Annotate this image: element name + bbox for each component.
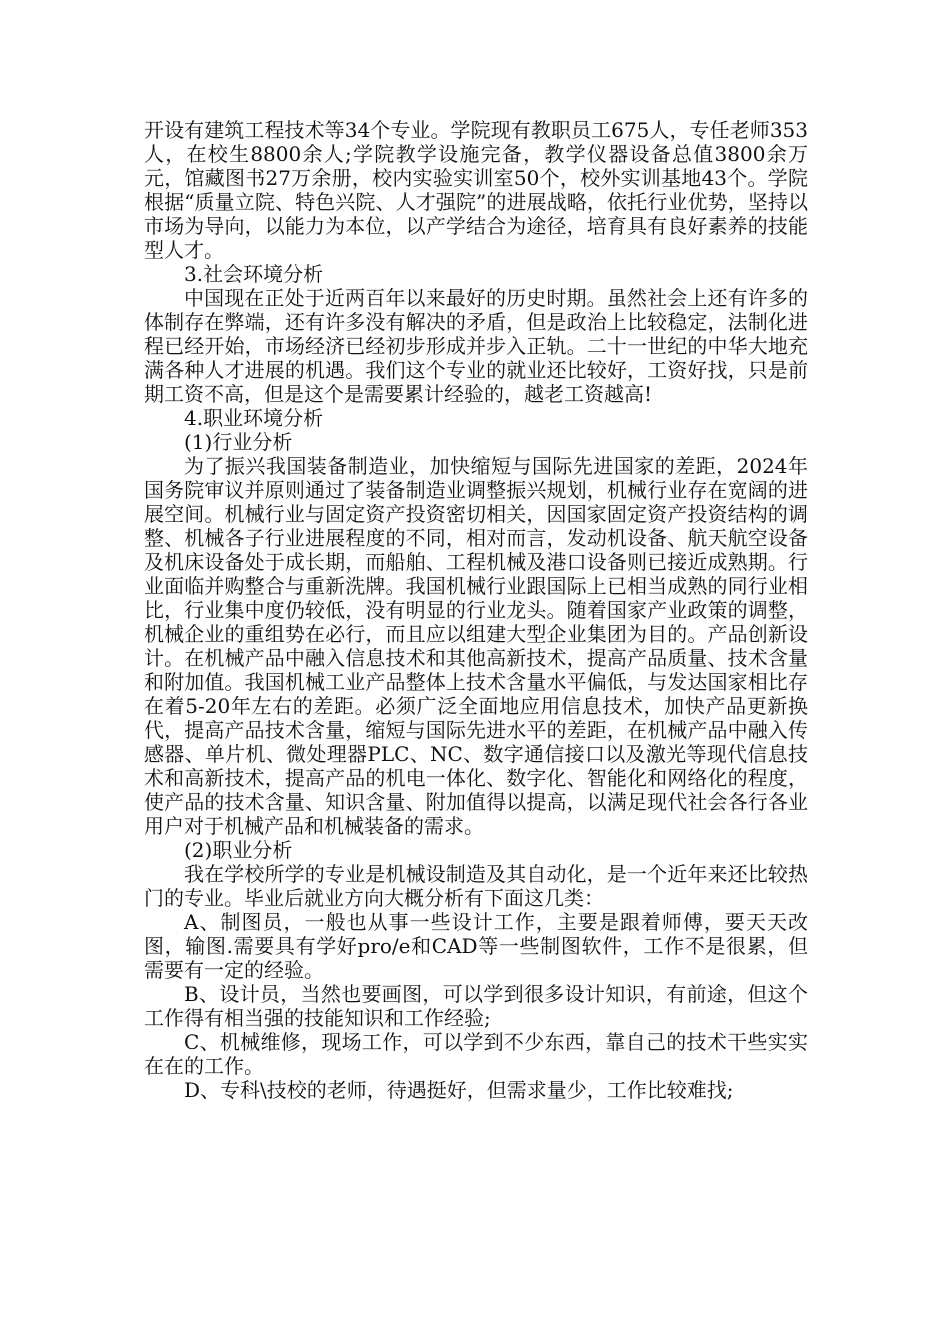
list-item-maintenance: C、机械维修，现场工作，可以学到不少东西，靠自己的技术干些实实在在的工作。: [144, 1030, 808, 1078]
subheading-industry-analysis: (1)行业分析: [184, 430, 293, 454]
document-page: [144, 118, 808, 1102]
subheading-career-analysis: (2)职业分析: [184, 838, 293, 862]
list-item-drafter: A、制图员，一般也从事一些设计工作，主要是跟着师傅，要天天改图，输图.需要具有学好pro/e和CAD等一些制图软件，工作不是很累，但需要有一定的经验。: [144, 910, 808, 982]
heading-social-environment: 3.社会环境分析: [184, 262, 324, 286]
paragraph-school-intro: 开设有建筑工程技术等34个专业。学院现有教职员工675人，专任老师353人，在校生8800余人;学院教学设施完备，教学仪器设备总值3800余万元，馆藏图书27万余册，校内实验实训室50个，校外实训基地43个。学院根据“质量立院、特色兴院、人才强院”的进展战略，依托行业优势，坚持以市场为导向，以能力为本位，以产学结合为途径，培育具有良好素养的技能型人才。: [144, 118, 808, 262]
paragraph-industry-analysis: 为了振兴我国装备制造业，加快缩短与国际先进国家的差距，2024年国务院审议并原则通过了装备制造业调整振兴规划，机械行业存在宽阔的进展空间。机械行业与固定资产投资密切相关，因国家固定资产投资结构的调整、机械各子行业进展程度的不同，相对而言，发动机设备、航天航空设备及机床设备处于成长期，而船舶、工程机械及港口设备则已接近成熟期。行业面临并购整合与重新洗牌。我国机械行业跟国际上已相当成熟的同行业相比，行业集中度仍较低，没有明显的行业龙头。随着国家产业政策的调整，机械企业的重组势在必行，而且应以组建大型企业集团为目的。产品创新设计。在机械产品中融入信息技术和其他高新技术，提高产品质量、技术含量和附加值。我国机械工业产品整体上技术含量水平偏低，与发达国家相比存在着5-20年左右的差距。必须广泛全面地应用信息技术，加快产品更新换代，提高产品技术含量，缩短与国际先进水平的差距，在机械产品中融入传感器、单片机、微处理器PLC、NC、数字通信接口以及激光等现代信息技术和高新技术，提高产品的机电一体化、数字化、智能化和网络化的程度，使产品的技术含量、知识含量、附加值得以提高，以满足现代社会各行各业用户对于机械产品和机械装备的需求。: [144, 454, 808, 838]
list-item-designer: B、设计员，当然也要画图，可以学到很多设计知识，有前途，但这个工作得有相当强的技能知识和工作经验;: [144, 982, 808, 1030]
paragraph-social-environment: 中国现在正处于近两百年以来最好的历史时期。虽然社会上还有许多的体制存在弊端，还有许多没有解决的矛盾，但是政治上比较稳定，法制化进程已经开始，市场经济已经初步形成并步入正轨。二十一世纪的中华大地充满各种人才进展的机遇。我们这个专业的就业还比较好，工资好找，只是前期工资不高，但是这个是需要累计经验的，越老工资越高!: [144, 286, 808, 406]
list-item-teacher: D、专科\技校的老师，待遇挺好，但需求量少，工作比较难找;: [184, 1078, 734, 1102]
paragraph-career-analysis: 我在学校所学的专业是机械设制造及其自动化，是一个近年来还比较热门的专业。毕业后就业方向大概分析有下面这几类：: [144, 862, 808, 910]
heading-career-environment: 4.职业环境分析: [184, 406, 324, 430]
